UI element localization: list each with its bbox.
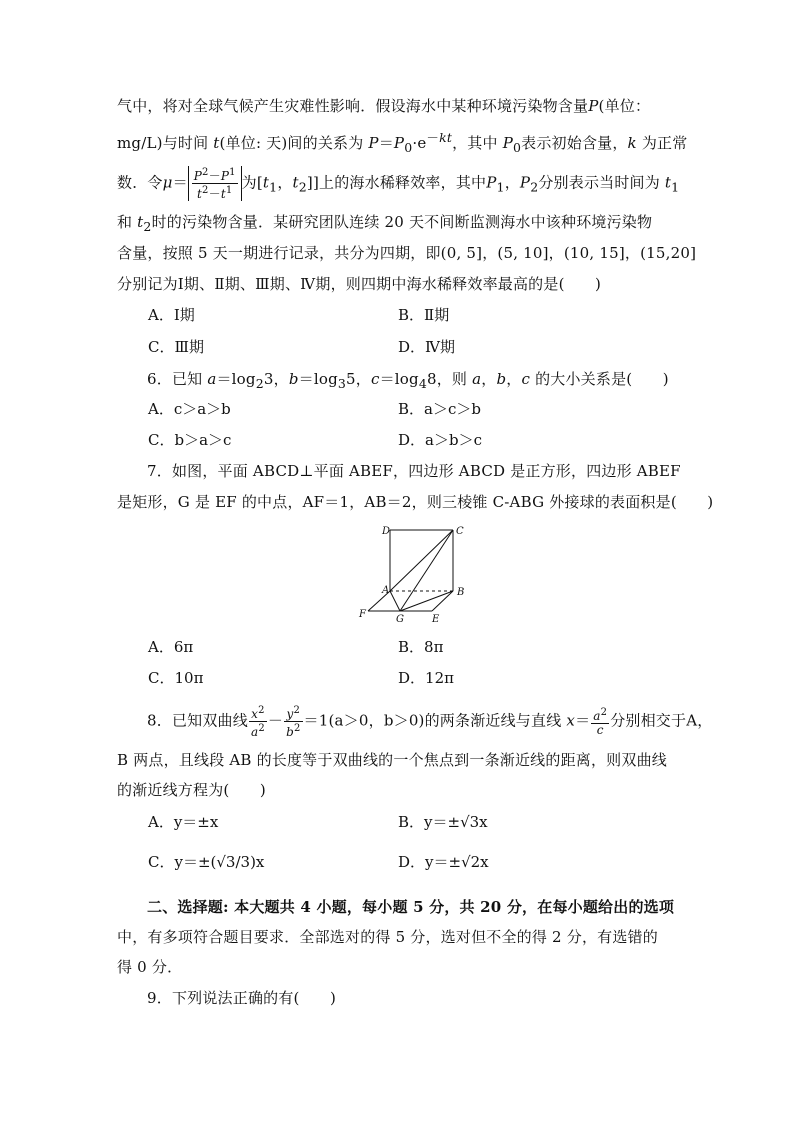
q6-option-a: A．c＞a＞b <box>148 400 231 418</box>
label-f: F <box>359 609 366 620</box>
section2-line-3: 得 0 分． <box>117 958 183 976</box>
q6-option-b: B．a＞c＞b <box>398 400 481 418</box>
q8-option-a: A．y＝±x <box>148 813 219 831</box>
q5-option-d: D．Ⅳ期 <box>398 338 456 356</box>
q5-line-5: 含量，按照 5 天一期进行记录，共分为四期，即(0, 5]，(5, 10]，(10, 15]，(15,20] <box>117 244 697 262</box>
label-e: E <box>432 614 440 625</box>
q8-option-c: C．y＝±(√3/3)x <box>148 853 265 871</box>
q8-option-d: D．y＝±√2x <box>398 853 489 871</box>
q7-option-c: C．10π <box>148 669 204 687</box>
q5-line-6: 分别记为Ⅰ期、Ⅱ期、Ⅲ期、Ⅳ期，则四期中海水稀释效率最高的是( ) <box>117 275 602 293</box>
q8-line-3: 的渐近线方程为( ) <box>117 781 266 799</box>
q5-line-1: 气中，将对全球气候产生灾难性影响．假设海水中某种环境污染物含量P(单位： <box>117 97 651 115</box>
q8-line-2: B 两点，且线段 AB 的长度等于双曲线的一个焦点到一条渐近线的距离，则双曲线 <box>117 751 667 769</box>
q7-line-2: 是矩形，G 是 EF 的中点，AF＝1，AB＝2，则三棱锥 C-ABG 外接球的表面积是( ) <box>117 493 714 511</box>
q6-stem: 6．已知 $a=\log_23$，$b=\log_35$，$c=\log_48$，则 a，b，c 的大小关系是( ) <box>147 370 669 391</box>
q5-option-a: A．Ⅰ期 <box>148 306 195 324</box>
section2-line-2: 中，有多项符合题目要求．全部选对的得 5 分，选对但不全的得 2 分，有选错的 <box>117 928 658 946</box>
q9-stem: 9．下列说法正确的有( ) <box>147 989 337 1007</box>
q5-line-2: mg/L)与时间 t(单位: 天)间的关系为 $P=P_0\cdot e^{-kt}$，其中 $P_0$表示初始含量，k 为正常 <box>117 130 688 155</box>
q7-option-d: D．12π <box>398 669 454 687</box>
q7-option-a: A．6π <box>148 638 194 656</box>
label-g: G <box>396 614 404 625</box>
q6-option-c: C．b＞a＞c <box>148 431 232 449</box>
label-d: D <box>382 526 391 537</box>
q7-option-b: B．8π <box>398 638 444 656</box>
label-b: B <box>457 587 465 598</box>
q5-option-b: B．Ⅱ期 <box>398 306 450 324</box>
q8-option-b: B．y＝±√3x <box>398 813 488 831</box>
q5-option-c: C．Ⅲ期 <box>148 338 204 356</box>
q6-option-d: D．a＞b＞c <box>398 431 482 449</box>
q5-line-4: 和 $t_2$时的污染物含量．某研究团队连续 20 天不间断监测海水中该种环境污染物 <box>117 213 653 234</box>
section2-line-1: 二、选择题: 本大题共 4 小题，每小题 5 分，共 20 分，在每小题给出的选项 <box>147 898 675 916</box>
pyramid-figure <box>358 520 478 625</box>
q5-line-3: 数．令μ＝ $\frac{P^2-P^1}{t^2-t^1}$ 为[$t_1$，$t_2$]]上的海水稀释效率，其中$P_1$，$P_2$分别表示当时间为 $t_1$ <box>117 167 680 201</box>
label-a: A <box>382 585 390 596</box>
label-c: C <box>456 526 464 537</box>
q8-line-1: 8．已知双曲线 $\frac{x^2}{a^2}$ － $\frac{y^2}{b^2}$ ＝1(a＞0，b＞0)的两条渐近线与直线 x＝ $\frac{a^2}{c}$ 分别相交于A， <box>147 705 713 739</box>
q7-line-1: 7．如图，平面 ABCD⊥平面 ABEF，四边形 ABCD 是正方形，四边形 ABEF <box>147 462 681 480</box>
